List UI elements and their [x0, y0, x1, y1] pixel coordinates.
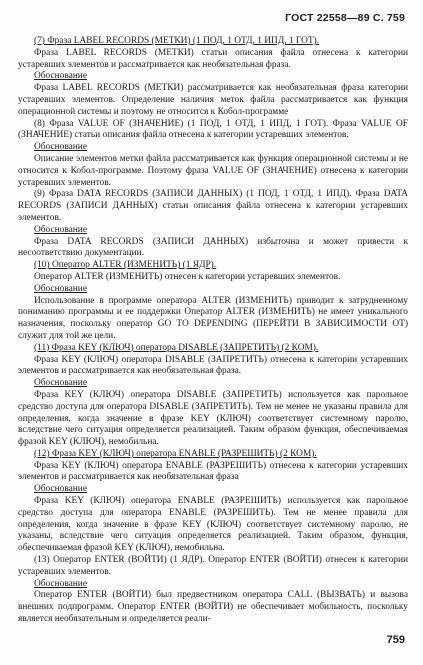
paragraph: Фраза KEY (КЛЮЧ) оператора ENABLE (РАЗРЕШИТЬ) используется как парольное средство доступа для оператора ENABLE (РАЗРЕШИТЬ). Тем не менее правила для определения, когда значение в фразе KEY (КЛЮЧ) соответствует системному паролю, не указаны, вследствие чего ситуация определяется реализацией. Таким образом, функция, обеспечиваемая фразой KEY (КЛЮЧ), немобильна. [18, 496, 408, 554]
paragraph: Фраза KEY (КЛЮЧ) оператора DISABLE (ЗАПРЕТИТЬ) отнесена к категории устаревших элементов и рассматривается как необязательная фраза. [18, 354, 408, 377]
paragraph: Фраза DATA RECORDS (ЗАПИСИ ДАННЫХ) избыточна и может привести к несоответствию документации. [18, 236, 408, 259]
page-header: ГОСТ 22558—89 С. 759 [285, 12, 405, 24]
section-heading: (12) Фраза KEY (КЛЮЧ) оператора ENABLE (РАЗРЕШИТЬ) (2 КОМ). [34, 448, 317, 459]
paragraph: Описание элементов метки файла рассматривается как функция операционной системы и не относится к Кобол-программе. Поэтому фраза VALUE OF (ЗНАЧЕНИЕ) отнесена к категории устаревших элементов. [18, 153, 408, 188]
paragraph: Фраза KEY (КЛЮЧ) оператора DISABLE (ЗАПРЕТИТЬ) используется как парольное средство доступа для оператора DISABLE (ЗАПРЕТИТЬ). Тем не менее не указаны правила для определения, когда значение в фразе KEY (КЛЮЧ) соответствует системному паролю, вследствие чего ситуация определяется реализацией. Таким образом функция, обеспечиваемая фразой KEY (КЛЮЧ), немобильна. [18, 389, 408, 448]
section-heading: Обоснование [34, 224, 87, 235]
paragraph: Фраза LABEL RECORDS (МЕТКИ) рассматривается как необязательная фраза категории устаревших элементов. Определение наличия меток файла рассматривается как функция операционной системы и поэтому не относится к Кобол-программе [18, 83, 408, 117]
document-body [18, 36, 408, 626]
section-heading: (10) Оператор ALTER (ИЗМЕНИТЬ) (1 ЯДР). [34, 260, 217, 271]
paragraph: Оператор ENTER (ВОЙТИ) был предвестником оператора CALL (ВЫЗВАТЬ) и вызова внешних подпрограмм. Оператор ENTER (ВОЙТИ) не обеспечивает мобильность, поскольку является необязательным и определяется реали- [18, 590, 408, 625]
paragraph: Фраза KEY (КЛЮЧ) оператора ENABLE (РАЗРЕШИТЬ) отнесена к категории устаревших элементов и рассматривается как необязательная фраза [18, 460, 408, 483]
paragraph: (8) Фраза VALUE OF (ЗНАЧЕНИЕ) (1 ПОД, 1 ОТД, 1 ИПД, 1 ГОТ). Фраза VALUE OF (ЗНАЧЕНИЕ) статьи описания файла отнесена к категории устаревших элементов. [18, 118, 408, 141]
paragraph: Фраза LABEL RECORDS (МЕТКИ) статьи описания файла отнесена к категории устаревших элементов и рассматривается как необязательная фраза. [18, 47, 408, 70]
section-heading: Обоснование [34, 283, 87, 294]
section-heading: Обоснование [34, 484, 87, 495]
paragraph: Использование в программе оператора ALTER (ИЗМЕНИТЬ) приводит к затрудненному пониманию программы и ее поддержки Оператор ALTER (ИЗМЕНИТЬ) не имеет уникального назначения, поскольку оператор GO TO DEPENDING (ПЕРЕЙТИ В ЗАВИСИМОСТИ ОТ) служит для той же цели. [18, 295, 408, 341]
section-heading: (7) Фраза LABEL RECORDS (МЕТКИ) (1 ПОД, 1 ОТД, 1 ИПД, 1 ГОТ). [34, 36, 320, 46]
paragraph: (9) Фраза DATA RECORDS (ЗАПИСИ ДАННЫХ) (1 ПОД, 1 ОТД, 1 ИПД). Фраза DATA RECORDS (ЗАПИСИ ДАННЫХ) статьи описания файла отнесена к категории устаревших элементов. [18, 189, 408, 223]
section-heading: Обоснование [34, 578, 87, 589]
section-heading: Обоснование [34, 378, 87, 389]
section-heading: (11) Фраза KEY (КЛЮЧ) оператора DISABLE (ЗАПРЕТИТЬ) (2 КОМ). [34, 342, 319, 353]
page-number: 759 [386, 634, 405, 646]
paragraph: Оператор ALTER (ИЗМЕНИТЬ) отнесен к категории устаревших элементов. [34, 271, 341, 282]
section-heading: Обоснование [34, 142, 87, 153]
section-heading: Обоснование [34, 71, 87, 82]
paragraph: (13) Оператор ENTER (ВОЙТИ) (1 ЯДР). Оператор ENTER (ВОЙТИ) отнесен к категории устаревших элементов. [18, 555, 408, 577]
